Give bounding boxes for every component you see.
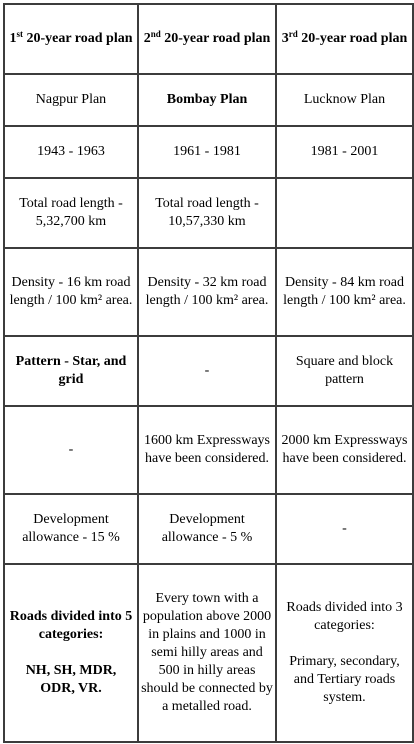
density-row: [4, 248, 413, 336]
plan-name-cell: Nagpur Plan: [4, 74, 138, 126]
pattern-cell: Square and block pattern: [276, 336, 413, 406]
road-categories-cell: [4, 564, 138, 742]
header-third-plan: 3rd 20-year road plan: [276, 4, 413, 74]
plan-name-cell: Lucknow Plan: [276, 74, 413, 126]
pattern-row: [4, 336, 413, 406]
total-length-cell: [276, 178, 413, 248]
development-cell: Development allowance - 15 %: [4, 494, 138, 564]
development-cell: -: [276, 494, 413, 564]
road-categories-list: NH, SH, MDR, ODR, VR.: [25, 663, 117, 696]
road-categories-cell: [276, 564, 413, 742]
period-cell: 1961 - 1981: [138, 126, 276, 178]
header-first-plan: 1st 20-year road plan: [4, 4, 138, 74]
total-length-cell: Total road length - 10,57,330 km: [138, 178, 276, 248]
density-cell: Density - 16 km road length / 100 km² area.: [4, 248, 138, 336]
header-second-plan: 2nd 20-year road plan: [138, 4, 276, 74]
road-categories-row: [4, 564, 413, 742]
road-categories-title: Roads divided into 3 categories:: [286, 600, 403, 633]
density-cell: Density - 32 km road length / 100 km² area.: [138, 248, 276, 336]
road-plan-comparison-table: [3, 3, 414, 743]
expressways-cell: 2000 km Expressways have been considered.: [276, 406, 413, 494]
period-cell: 1981 - 2001: [276, 126, 413, 178]
period-row: [4, 126, 413, 178]
period-cell: 1943 - 1963: [4, 126, 138, 178]
development-cell: Development allowance - 5 %: [138, 494, 276, 564]
pattern-cell: -: [138, 336, 276, 406]
total-length-cell: Total road length - 5,32,700 km: [4, 178, 138, 248]
road-categories-list: Primary, secondary, and Tertiary roads system.: [289, 654, 400, 705]
development-row: [4, 494, 413, 564]
plan-name-row: [4, 74, 413, 126]
road-categories-title: Roads divided into 5 categories:: [9, 609, 133, 642]
expressways-row: [4, 406, 413, 494]
plan-name-cell: Bombay Plan: [138, 74, 276, 126]
expressways-cell: 1600 km Expressways have been considered.: [138, 406, 276, 494]
pattern-cell: Pattern - Star, and grid: [4, 336, 138, 406]
density-cell: Density - 84 km road length / 100 km² area.: [276, 248, 413, 336]
expressways-cell: -: [4, 406, 138, 494]
total-length-row: [4, 178, 413, 248]
connectivity-rule-cell: Every town with a population above 2000 in plains and 1000 in semi hilly areas and 500 in hilly areas should be connected by a metalled road.: [138, 564, 276, 742]
header-row: [4, 4, 413, 74]
